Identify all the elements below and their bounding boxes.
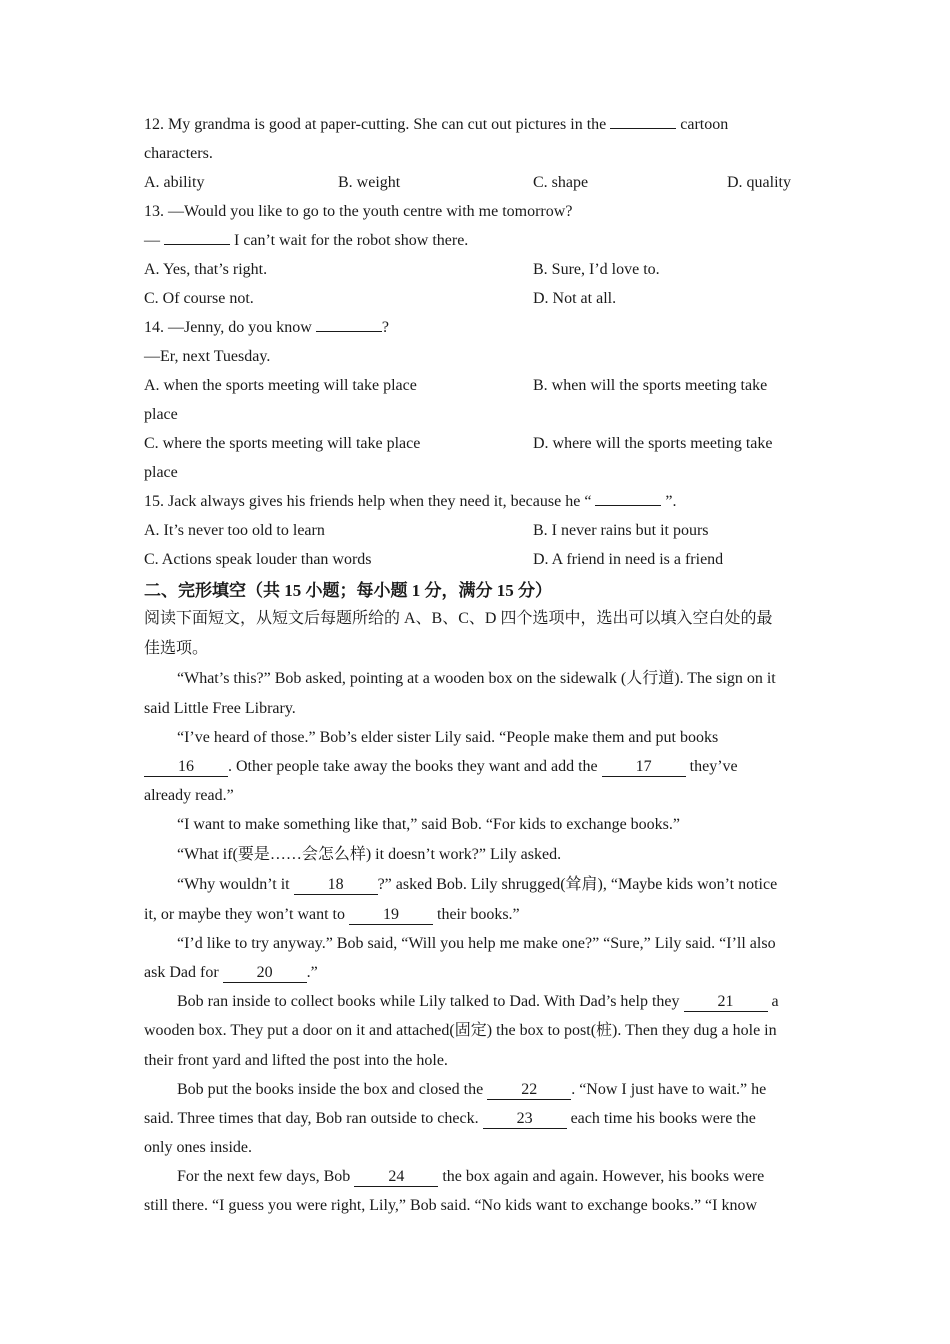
passage-p9-cont: still there. “I guess you were right, Lily,” Bob said. “No kids want to exchange books.” “I know xyxy=(144,1197,758,1214)
q14-option-d: D. where will the sports meeting take xyxy=(533,435,773,452)
passage-p5-text: “Why wouldn’t it xyxy=(177,876,294,893)
passage-p4: “What if(要是……会怎么样) it doesn’t work?” Lily asked. xyxy=(177,846,562,863)
passage-p8-text-end: . “Now I just have to wait.” he xyxy=(571,1081,767,1098)
q14-response: —Er, next Tuesday. xyxy=(144,348,271,365)
q15-stem xyxy=(144,492,677,512)
q15-blank xyxy=(595,505,661,506)
q14-text: 14. —Jenny, do you know xyxy=(144,319,316,336)
q14-option-a: A. when the sports meeting will take place xyxy=(144,377,417,394)
q13-option-b: B. Sure, I’d love to. xyxy=(533,261,660,278)
passage-p5b-text: it, or maybe they won’t want to xyxy=(144,906,349,923)
passage-p5b-text-end: their books.” xyxy=(433,906,520,923)
passage-p9 xyxy=(177,1167,764,1187)
q12-option-a: A. ability xyxy=(144,174,205,191)
q13-dash: — xyxy=(144,232,164,249)
passage-p2: “I’ve heard of those.” Bob’s elder sister Lily said. “People make them and put books xyxy=(177,729,719,746)
passage-p6: “I’d like to try anyway.” Bob said, “Will you help me make one?” “Sure,” Lily said. “I’ll also xyxy=(177,935,776,952)
q14-question-mark: ? xyxy=(381,319,389,336)
q12-option-c: C. shape xyxy=(533,174,589,191)
passage-p6-cont xyxy=(144,963,318,983)
blank-20: 20 xyxy=(223,964,307,983)
q12-stem-cont: characters. xyxy=(144,145,213,162)
q12-blank xyxy=(610,128,676,129)
passage-p5-text-end: ?” asked Bob. Lily shrugged(耸肩), “Maybe kids won’t notice xyxy=(377,876,778,893)
q15-option-a: A. It’s never too old to learn xyxy=(144,522,325,539)
q14-option-b: B. when will the sports meeting take xyxy=(533,377,768,394)
passage-p7-cont: wooden box. They put a door on it and attached(固定) the box to post(桩). Then they dug a hole in xyxy=(144,1022,777,1039)
blank-23: 23 xyxy=(483,1110,567,1129)
passage-p2-text: . Other people take away the books they want and add the xyxy=(228,758,602,775)
q13-option-d: D. Not at all. xyxy=(533,290,617,307)
blank-18: 18 xyxy=(294,876,378,895)
q12-stem xyxy=(144,115,728,135)
passage-p8-text: Bob put the books inside the box and closed the xyxy=(177,1081,488,1098)
q15-option-b: B. I never rains but it pours xyxy=(533,522,709,539)
section-instructions-cont: 佳选项。 xyxy=(144,640,209,657)
q15-option-c: C. Actions speak louder than words xyxy=(144,551,372,568)
q12-option-d: D. quality xyxy=(727,174,791,191)
q15-text-end: ”. xyxy=(661,493,677,510)
q14-option-c: C. where the sports meeting will take place xyxy=(144,435,421,452)
q14-option-b-cont: place xyxy=(144,406,178,423)
blank-17: 17 xyxy=(602,758,686,777)
passage-p8b-text-end: each time his books were the xyxy=(566,1110,756,1127)
passage-p8-cont xyxy=(144,1109,756,1129)
passage-p8-end: only ones inside. xyxy=(144,1139,252,1156)
passage-p9-text: For the next few days, Bob xyxy=(177,1168,355,1185)
q12-text: 12. My grandma is good at paper-cutting. She can cut out pictures in the xyxy=(144,116,611,133)
q13-response-text: I can’t wait for the robot show there. xyxy=(230,232,469,249)
blank-21: 21 xyxy=(684,993,768,1012)
passage-p7-text: Bob ran inside to collect books while Lily talked to Dad. With Dad’s help they xyxy=(177,993,684,1010)
q14-option-d-cont: place xyxy=(144,464,178,481)
q13-option-c: C. Of course not. xyxy=(144,290,254,307)
blank-19: 19 xyxy=(349,906,433,925)
passage-p6-text: ask Dad for xyxy=(144,964,223,981)
passage-p2-cont xyxy=(144,757,738,777)
passage-p7 xyxy=(177,992,779,1012)
passage-p9-text-end: the box again and again. However, his books were xyxy=(438,1168,765,1185)
passage-p8 xyxy=(177,1080,766,1100)
passage-p6-text-end: .” xyxy=(306,964,318,981)
section-heading: 二、完形填空（共 15 小题；每小题 1 分，满分 15 分） xyxy=(144,581,552,600)
passage-p7-end: their front yard and lifted the post into the hole. xyxy=(144,1052,448,1069)
q13-response xyxy=(144,231,468,251)
q13-stem: 13. —Would you like to go to the youth centre with me tomorrow? xyxy=(144,203,573,220)
q14-blank xyxy=(316,331,382,332)
q13-blank xyxy=(164,244,230,245)
q15-text: 15. Jack always gives his friends help when they need it, because he “ xyxy=(144,493,596,510)
q15-option-d: D. A friend in need is a friend xyxy=(533,551,724,568)
passage-p1-cont: said Little Free Library. xyxy=(144,700,296,717)
q12-text-end: cartoon xyxy=(676,116,729,133)
passage-p2-end: already read.” xyxy=(144,787,234,804)
q13-option-a: A. Yes, that’s right. xyxy=(144,261,268,278)
passage-p5 xyxy=(177,875,777,895)
passage-p8b-text: said. Three times that day, Bob ran outside to check. xyxy=(144,1110,483,1127)
q12-option-b: B. weight xyxy=(338,174,401,191)
passage-p3: “I want to make something like that,” said Bob. “For kids to exchange books.” xyxy=(177,816,680,833)
passage-p5-cont xyxy=(144,905,520,925)
blank-16: 16 xyxy=(144,758,228,777)
passage-p2-text-end: they’ve xyxy=(685,758,738,775)
blank-24: 24 xyxy=(354,1168,438,1187)
passage-p1: “What’s this?” Bob asked, pointing at a wooden box on the sidewalk (人行道). The sign on it xyxy=(177,670,776,687)
passage-p7-text-end: a xyxy=(767,993,779,1010)
blank-22: 22 xyxy=(487,1081,571,1100)
section-instructions: 阅读下面短文，从短文后每题所给的 A、B、C、D 四个选项中，选出可以填入空白处的最 xyxy=(144,610,773,627)
q14-stem xyxy=(144,318,389,338)
